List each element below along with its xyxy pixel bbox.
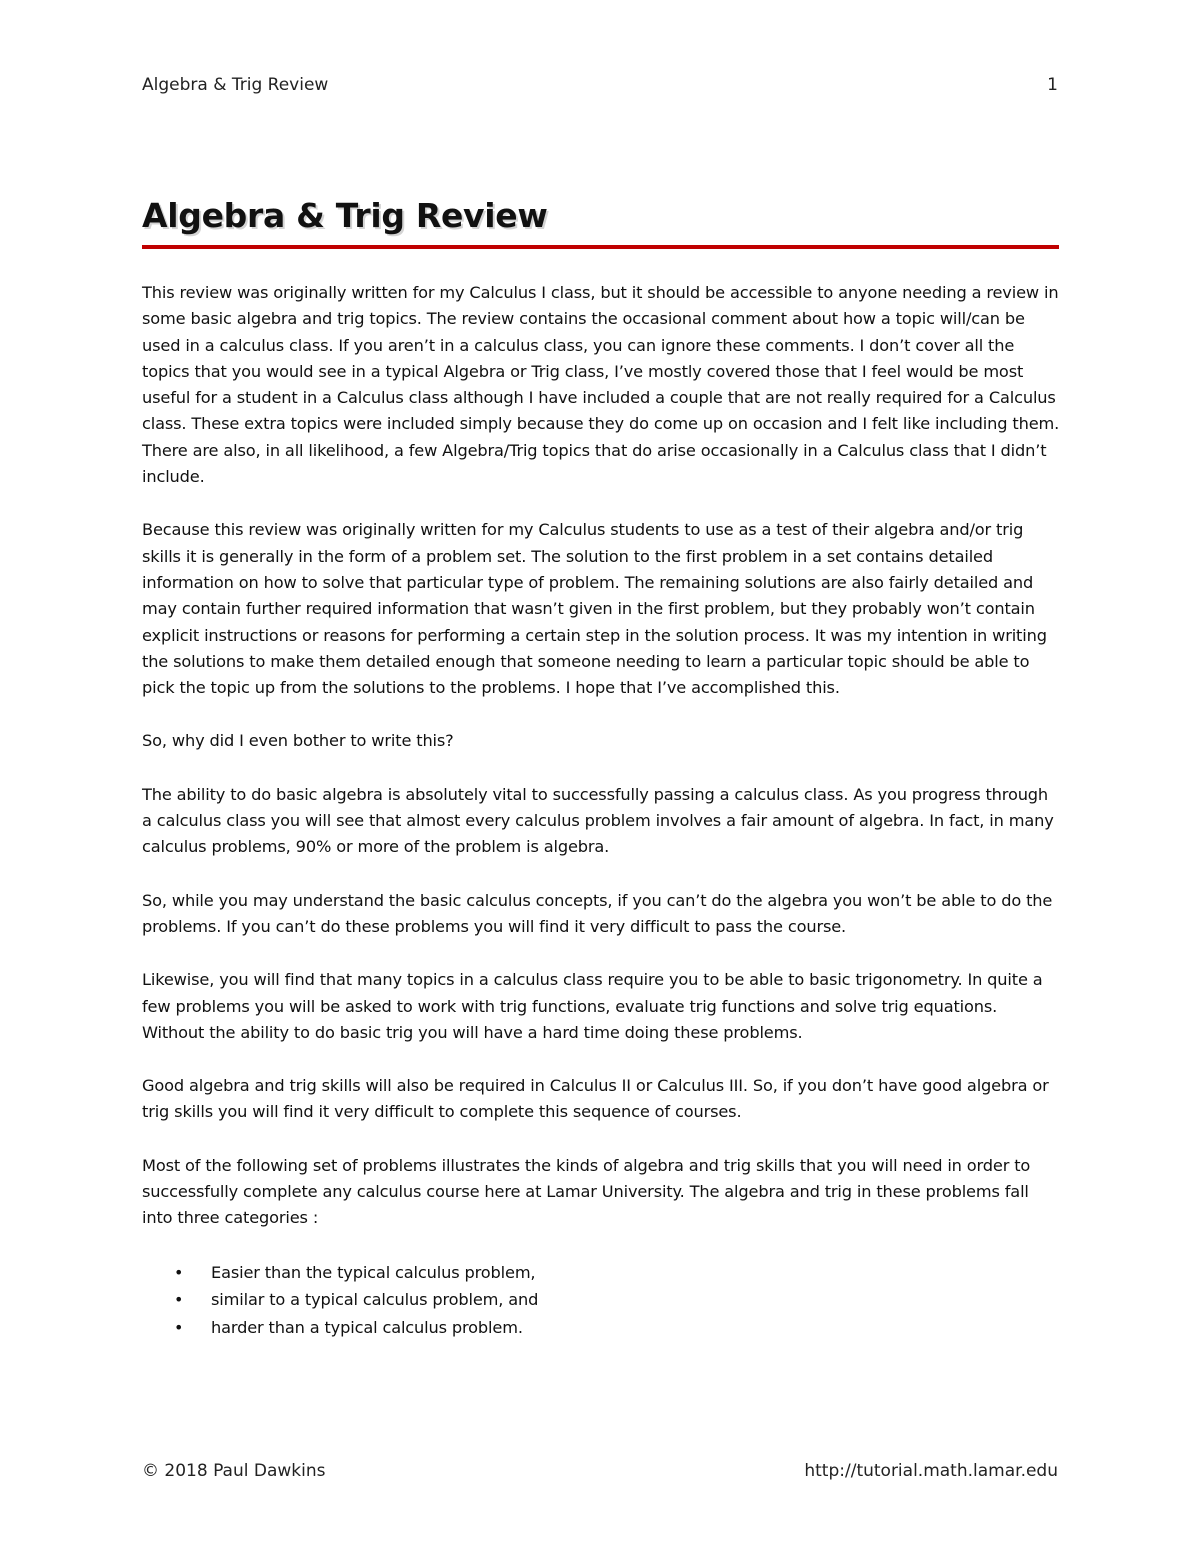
why-question-paragraph: So, why did I even bother to write this? [142, 731, 454, 751]
title-underline-rule [142, 245, 1059, 249]
bullet-icon: • [174, 1317, 184, 1337]
categories-paragraph: Most of the following set of problems illustrates the kinds of algebra and trig skills that you will need in order to successfully complete any calculus course here at Lamar University. The algebra and trig in these problems fall into three categories : [142, 1155, 1031, 1228]
site-url: http://tutorial.math.lamar.edu [804, 1461, 1058, 1481]
trigonometry-paragraph: Likewise, you will find that many topics in a calculus class require you to be able to basic trigonometry. In quite a few problems you will be asked to work with trig functions, evaluate trig functions and solve trig equations. Without the ability to do basic trig you will have a hard time doing these problems. [142, 970, 1043, 1042]
list-item [142, 1286, 1062, 1314]
bullet-icon: • [174, 1290, 184, 1310]
problem-set-paragraph: Because this review was originally written for my Calculus students to use as a test of their algebra and/or trig skills it is generally in the form of a problem set. The solution to the first problem in a set contains detailed information on how to solve that particular type of problem. The remaining solutions are also fairly detailed and may contain further required information that wasn’t given in the first problem, but they probably won’t contain explicit instructions or reasons for performing a certain step in the solution process. It was my intention in writing the solutions to make them detailed enough that someone needing to learn a particular topic should be able to pick the topic up from the solutions to the problems. I hope that I’ve accomplished this. [142, 520, 1047, 698]
running-footer [142, 1458, 1058, 1484]
copyright-notice: © 2018 Paul Dawkins [142, 1461, 326, 1481]
page-title: Algebra & Trig Review [142, 196, 548, 235]
bullet-icon: • [174, 1262, 184, 1282]
categories-list [142, 1259, 1062, 1342]
list-item-text: harder than a typical calculus problem. [211, 1317, 523, 1337]
list-item [142, 1259, 1062, 1287]
page-number: 1 [1047, 75, 1058, 95]
document-body [142, 280, 1062, 1341]
running-header [142, 72, 1058, 98]
list-item-text: similar to a typical calculus problem, and [211, 1290, 539, 1310]
intro-paragraph: This review was originally written for my Calculus I class, but it should be accessible to anyone needing a review in some basic algebra and trig topics. The review contains the occasional comment about how a topic will/can be used in a calculus class. If you aren’t in a calculus class, you can ignore these comments. I don’t cover all the topics that you would see in a typical Algebra or Trig class, I’ve mostly covered those that I feel would be most useful for a student in a Calculus class although I have included a couple that are not really required for a Calculus class. These extra topics were included simply because they do come up on occasion and I felt like including them. There are also, in all likelihood, a few Algebra/Trig topics that do arise occasionally in a Calculus class that I didn’t include. [142, 283, 1060, 487]
list-item-text: Easier than the typical calculus problem, [211, 1262, 536, 1282]
list-item [142, 1314, 1062, 1342]
calculus-concepts-paragraph: So, while you may understand the basic calculus concepts, if you can’t do the algebra you won’t be able to do the problems. If you can’t do these problems you will find it very difficult to pass the course. [142, 890, 1053, 936]
calculus-sequence-paragraph: Good algebra and trig skills will also be required in Calculus II or Calculus III. So, if you don’t have good algebra or trig skills you will find it very difficult to complete this sequence of courses. [142, 1076, 1049, 1122]
running-title: Algebra & Trig Review [142, 75, 329, 95]
algebra-importance-paragraph: The ability to do basic algebra is absolutely vital to successfully passing a calculus class. As you progress through a calculus class you will see that almost every calculus problem involves a fair amount of algebra. In fact, in many calculus problems, 90% or more of the problem is algebra. [142, 784, 1054, 857]
